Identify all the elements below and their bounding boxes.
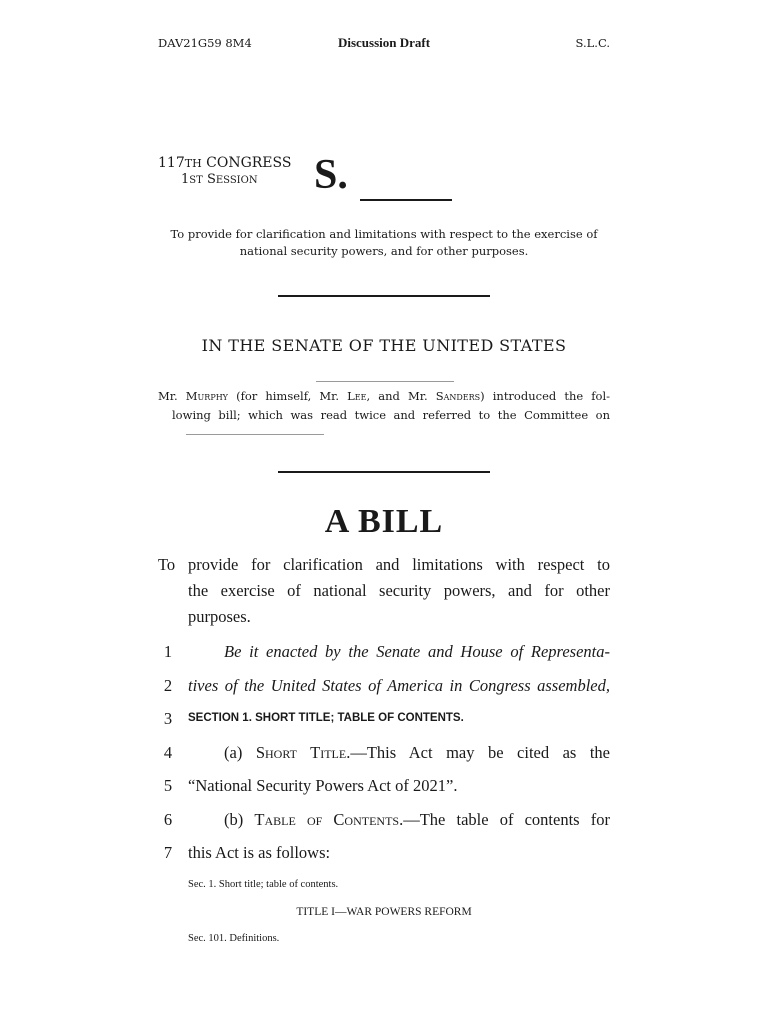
congress-number: 117	[158, 155, 185, 171]
subsection-text: .—The table of contents for	[399, 810, 610, 829]
for-himself: (for himself,	[236, 389, 312, 403]
bill-line-6	[158, 810, 610, 834]
congress-label	[158, 155, 291, 172]
toc-entry: Sec. 1. Short title; table of contents.	[188, 879, 339, 890]
subsection-text: .—This Act may be cited as the	[346, 743, 610, 762]
enacting-clause-cont: tives of the United States of America in Congress assembled,	[188, 676, 610, 695]
purpose-line-2: national security powers, and for other purposes.	[239, 244, 529, 258]
intro-line-1	[158, 387, 610, 406]
introduced-text: ) introduced the fol-	[480, 389, 611, 403]
long-title-line-2: the exercise of national security powers, and for other	[188, 581, 610, 600]
subsection-heading: Table of Contents	[254, 810, 400, 829]
bill-line-2	[158, 676, 610, 700]
purpose-statement	[160, 226, 608, 260]
session-first-letter: S	[206, 172, 216, 187]
line-number: 3	[163, 709, 173, 728]
section-heading: SECTION 1. SHORT TITLE; TABLE OF CONTENTS.	[188, 712, 464, 724]
title-mr-2: Mr.	[319, 389, 340, 403]
session-label	[181, 172, 258, 187]
bill-line-1	[158, 642, 610, 666]
line-number: 2	[163, 676, 173, 695]
act-name: “National Security Powers Act of 2021”.	[188, 776, 458, 795]
toc-title-heading: TITLE I—WAR POWERS REFORM	[296, 906, 472, 918]
enacting-clause: Be it enacted by the Senate and House of Representa-	[224, 642, 610, 661]
date-blank-line	[316, 381, 454, 382]
intro-line-2: lowing bill; which was read twice and referred to the Committee on	[172, 408, 610, 422]
divider-rule	[278, 295, 490, 297]
bill-line-5	[158, 776, 610, 800]
session-number: 1	[181, 172, 190, 187]
short-title-clause	[188, 743, 610, 763]
subsection-marker: (a)	[224, 743, 256, 762]
toc-entry: Sec. 101. Definitions.	[188, 933, 280, 944]
bill-line-7	[158, 843, 610, 867]
cosponsor-name-1: Lee	[347, 389, 367, 403]
congress-suffix: TH	[184, 157, 202, 170]
long-title	[158, 552, 610, 630]
committee-blank-line	[186, 434, 324, 435]
subsection-heading: Short Title	[255, 743, 347, 762]
bill-letter: S.	[314, 152, 348, 198]
session-rest: ESSION	[215, 175, 258, 186]
introduction-paragraph	[158, 387, 610, 425]
subsection-marker: (b)	[224, 810, 255, 829]
session-suffix: ST	[189, 175, 203, 186]
bill-line-4	[158, 743, 610, 767]
line-number: 7	[163, 843, 173, 862]
congress-word: CONGRESS	[206, 155, 292, 171]
title-mr: Mr.	[158, 389, 178, 403]
line-number: 5	[163, 776, 173, 795]
bill-number-blank	[360, 199, 452, 201]
divider-rule-2	[278, 471, 490, 473]
toc-clause	[188, 810, 610, 830]
long-title-line-3: purposes.	[188, 607, 251, 626]
long-title-line-1: To provide for clarification and limitations with respect to	[158, 555, 610, 574]
a-bill-heading: A BILL	[324, 503, 444, 540]
chamber-heading: IN THE SENATE OF THE UNITED STATES	[201, 336, 567, 355]
document-id: DAV21G59 8M4	[158, 36, 252, 50]
and-mr: , and Mr.	[366, 389, 428, 403]
bill-line-3	[158, 709, 610, 733]
sponsor-name: Murphy	[185, 389, 228, 403]
purpose-line-1: To provide for clarification and limitations with respect to the exercise of	[170, 227, 598, 241]
toc-intro: this Act is as follows:	[188, 843, 331, 862]
line-number: 4	[163, 743, 173, 762]
line-number: 6	[163, 810, 173, 829]
office-code: S.L.C.	[575, 36, 610, 50]
line-number: 1	[163, 642, 173, 661]
cosponsor-name-2: Sanders	[435, 389, 481, 403]
draft-status: Discussion Draft	[337, 35, 431, 50]
